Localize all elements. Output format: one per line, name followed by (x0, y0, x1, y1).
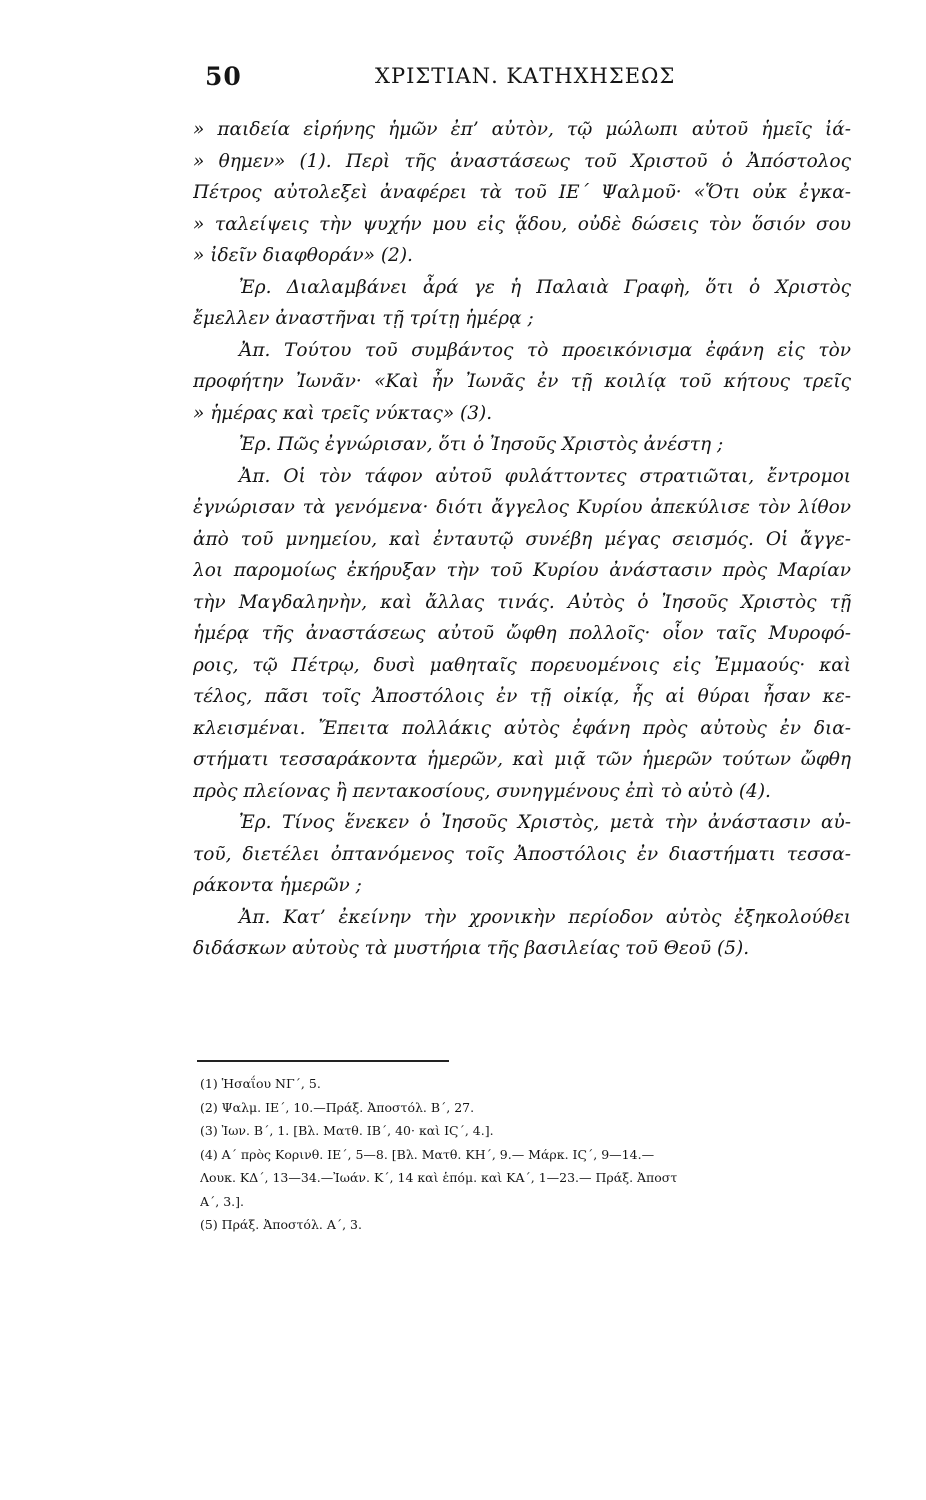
answer-line: Ἀπ. Οἱ τὸν τάφον αὐτοῦ φυλάττοντες στρατιῶται, ἔντρομοι (239, 465, 851, 487)
text-line: » ταλείψεις τὴν ψυχήν μου εἰς ᾅδου, οὐδὲ δώσεις τὸν ὅσιόν σου (193, 213, 851, 235)
footnotes (200, 1072, 850, 1237)
answer-line: Ἀπ. Τούτου τοῦ συμβάντος τὸ προεικόνισμα ἐφάνη εἰς τὸν (239, 339, 851, 361)
text-line: διδάσκων αὐτοὺς τὰ μυστήρια τῆς βασιλείας τοῦ Θεοῦ (5). (193, 938, 750, 959)
text-line: » θημεν» (1). Περὶ τῆς ἀναστάσεως τοῦ Χριστοῦ ὁ Ἀπόστολος (193, 150, 851, 172)
text-line: τὴν Μαγδαληνὴν, καὶ ἄλλας τινάς. Αὐτὸς ὁ Ἰησοῦς Χριστὸς τῇ (193, 591, 851, 613)
footnote-continuation: Α΄, 3.]. (200, 1193, 245, 1209)
question-line: Ἐρ. Πῶς ἐγνώρισαν, ὅτι ὁ Ἰησοῦς Χριστὸς ἀνέστη ; (239, 434, 724, 455)
footnote: (5) Πράξ. Ἀποστόλ. Α΄, 3. (200, 1217, 362, 1232)
footnote-divider (197, 1060, 449, 1062)
text-line: Πέτρος αὐτολεξεὶ ἀναφέρει τὰ τοῦ ΙΕ΄ Ψαλμοῦ· «Ὅτι οὐκ ἐγκα- (193, 182, 851, 203)
text-line: ἀπὸ τοῦ μνημείου, καὶ ἐνταυτῷ συνέβη μέγας σεισμός. Οἱ ἄγγε- (193, 528, 851, 550)
answer-line: Ἀπ. Κατ’ ἐκείνην τὴν χρονικὴν περίοδον αὐτὸς ἐξηκολούθει (239, 906, 851, 928)
footnote: (2) Ψαλμ. ΙΕ΄, 10.—Πράξ. Ἀποστόλ. Β΄, 27. (200, 1099, 475, 1115)
text-line: προφήτην Ἰωνᾶν· «Καὶ ἦν Ἰωνᾶς ἐν τῇ κοιλίᾳ τοῦ κήτους τρεῖς (193, 371, 851, 392)
text-line: λοι παρομοίως ἐκήρυξαν τὴν τοῦ Κυρίου ἀνάστασιν πρὸς Μαρίαν (193, 560, 851, 581)
question-line: Ἐρ. Τίνος ἕνεκεν ὁ Ἰησοῦς Χριστὸς, μετὰ τὴν ἀνάστασιν αὐ- (239, 812, 851, 833)
text-line: στήματι τεσσαράκοντα ἡμερῶν, καὶ μιᾷ τῶν ἡμερῶν τούτων ὤφθη (193, 749, 851, 770)
page-number: 50 (205, 62, 242, 91)
text-line: ἡμέρᾳ τῆς ἀναστάσεως αὐτοῦ ὤφθη πολλοῖς· οἷον ταῖς Μυροφό- (193, 623, 851, 644)
running-title: ΧΡΙΣΤΙΑΝ. ΚΑΤΗΧΗΣΕΩΣ (375, 64, 676, 88)
footnote: (4) Α΄ πρὸς Κορινθ. ΙΕ΄, 5—8. [Βλ. Ματθ. ΚΗ΄, 9.— Μάρκ. ΙϚ΄, 9—14.— (200, 1146, 655, 1162)
text-line: πρὸς πλείονας ἢ πεντακοσίους, συνηγμένους ἐπὶ τὸ αὐτὸ (4). (193, 780, 771, 802)
text-line: ράκοντα ἡμερῶν ; (193, 875, 362, 896)
text-line: τέλος, πᾶσι τοῖς Ἀποστόλοις ἐν τῇ οἰκίᾳ, ἧς αἱ θύραι ἦσαν κε- (193, 686, 851, 707)
question-line: Ἐρ. Διαλαμβάνει ἆρά γε ἡ Παλαιὰ Γραφὴ, ὅτι ὁ Χριστὸς (239, 276, 851, 298)
text-line: ροις, τῷ Πέτρῳ, δυσὶ μαθηταῖς πορευομένοις εἰς Ἐμμαούς· καὶ (193, 654, 851, 676)
text-line: » παιδεία εἰρήνης ἡμῶν ἐπ’ αὐτὸν, τῷ μώλωπι αὐτοῦ ἡμεῖς ἰά- (193, 119, 851, 140)
footnote: (3) Ἰων. Β΄, 1. [Βλ. Ματθ. ΙΒ΄, 40· καὶ ΙϚ΄, 4.]. (200, 1123, 494, 1138)
text-line: κλεισμέναι. Ἔπειτα πολλάκις αὐτὸς ἐφάνη πρὸς αὐτοὺς ἐν δια- (193, 717, 851, 739)
footnote: (1) Ἡσαΐου ΝΓ΄, 5. (200, 1076, 321, 1091)
text-line: τοῦ, διετέλει ὀπτανόμενος τοῖς Ἀποστόλοις ἐν διαστήματι τεσσα- (193, 843, 851, 865)
text-line: » ἡμέρας καὶ τρεῖς νύκτας» (3). (193, 402, 493, 424)
text-line: ἐγνώρισαν τὰ γενόμενα· διότι ἄγγελος Κυρίου ἀπεκύλισε τὸν λίθον (193, 497, 851, 518)
footnote-continuation: Λουκ. ΚΔ΄, 13—34.—Ἰωάν. Κ΄, 14 καὶ ἑπόμ. καὶ ΚΑ΄, 1—23.— Πράξ. Ἀποστ (200, 1170, 678, 1185)
main-text (193, 114, 851, 965)
text-line: ἔμελλεν ἀναστῆναι τῇ τρίτῃ ἡμέρᾳ ; (193, 308, 534, 329)
text-line: » ἰδεῖν διαφθοράν» (2). (193, 245, 413, 266)
